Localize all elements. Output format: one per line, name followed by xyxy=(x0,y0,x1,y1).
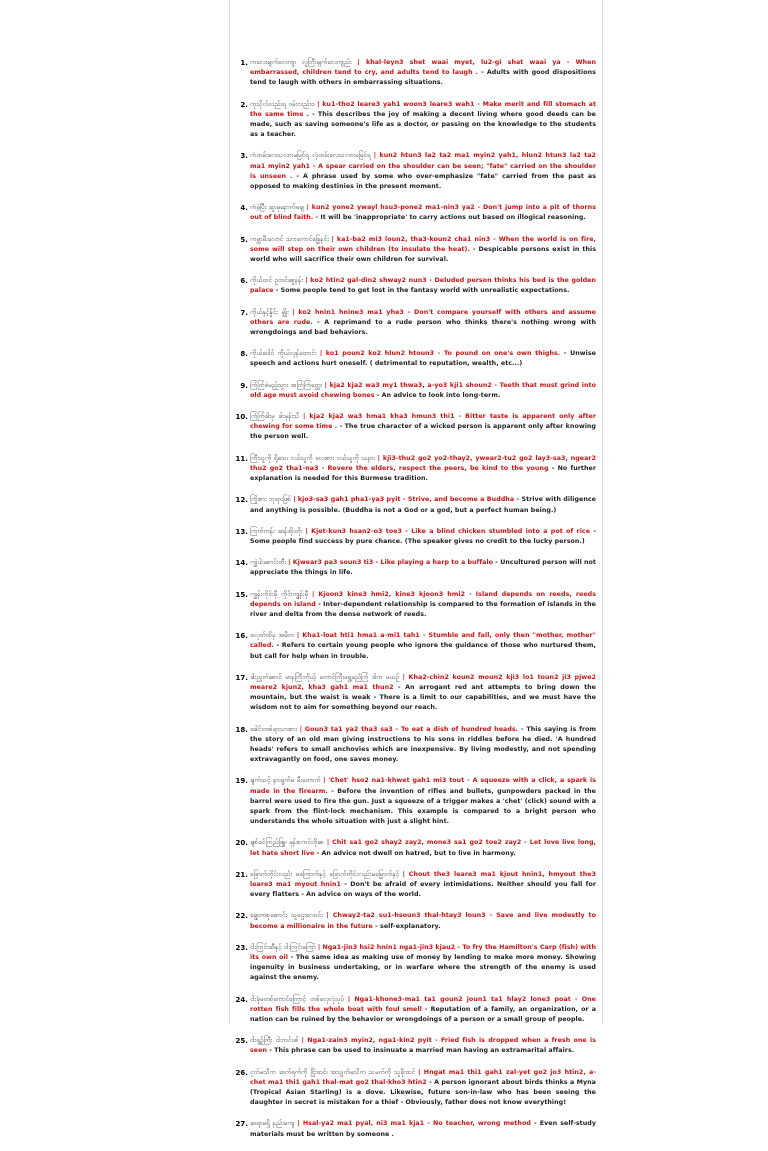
proverb-romanization: | Nga1-jin3 hsi2 hnin1 nga1-jin3 kjau2 - To fry the Hamilton's Carp (fish) with its own oil xyxy=(250,943,596,961)
proverb-item xyxy=(230,235,596,266)
proverb-item xyxy=(230,203,596,223)
proverb-romanization: | Chout the3 leare3 ma1 kjout hnin1, hmyout the3 leare3 ma1 myout hnin1 xyxy=(250,870,596,888)
proverb-item xyxy=(230,943,596,984)
proverb-romanization: | Nga1-khone3-ma1 ta1 goun2 joun1 ta1 hlay2 lone3 poat - One rotten fish fills the whole boat with foul smell xyxy=(250,995,596,1013)
proverb-romanization: | Nga1-zain3 myin2, nga1-kin2 pyit - Fried fish is dropped when a fresh one is seen xyxy=(250,1037,596,1055)
proverb-burmese-text: ကြံကြံခါးမှ ခါးမှန်းသိ xyxy=(250,413,304,421)
proverb-number: 4. xyxy=(240,204,248,213)
proverb-explanation: - A phrase used by some who over-emphasize "fate" carried from the past as opposed to making destinies in the present moment. xyxy=(250,172,596,191)
proverb-item xyxy=(230,381,596,401)
proverb-romanization: | Hsal-ya2 ma1 pyal, ni3 ma1 kja1 - No teacher, wrong method xyxy=(297,1120,531,1128)
proverb-romanization: | khal-leyn3 shet waai myet, lu2-gi shat waai ya - When embarrassed, children tend to cry, and adults tend to laugh . xyxy=(250,59,596,77)
proverb-number: 23. xyxy=(235,943,248,952)
proverb-burmese-text: ခေါင်းတစ်ရာသားစား xyxy=(250,725,300,733)
proverb-explanation: - Unwise speech and actions hurt oneself. ( detrimental to reputation, wealth, etc...) xyxy=(250,350,596,368)
proverb-romanization: | ko1 poun2 ko2 hlun2 htoun3 - To pound on one's own thighs. xyxy=(319,350,561,358)
proverb-explanation: - This saying is from the story of an old man giving instructions to his sons in riddles before he died. 'A hundred heads' refers to small anchovies which are inexpensive. By living modestly, and not spending extravagantly on food, one saves money. xyxy=(250,725,596,764)
proverb-explanation: - Despicable persons exist in this world who will sacrifice their own children for survival. xyxy=(250,245,596,264)
proverb-item xyxy=(230,151,596,192)
proverb-explanation: - No further explanation is needed for this Burmese tradition. xyxy=(250,464,596,483)
proverb-romanization: | kun2 htun3 la2 ta2 ma1 myin2 yah1, hlun2 htun3 la2 ta2 ma1 myin2 yah1 - A spear carried on the shoulder can be seen; "fate" carried on the shoulder is unseen . xyxy=(250,152,596,180)
proverb-romanization: | Goun3 ta1 ya2 tha3 sa3 - To eat a dish of hundred heads. xyxy=(299,725,519,733)
proverb-explanation: - An advice to look into long-term. xyxy=(374,391,501,399)
proverb-burmese-text: ကမ္ဘာမီးလောင် သားကောင်ခြွေနင်း xyxy=(250,235,332,243)
proverb-burmese-text: ချစ်ခင်ကြည်ဖြူ၊ မုန်းစကင်တိုစေ xyxy=(250,839,327,847)
proverb-burmese-text: ခါးညွှတ်စောင် မာနကြီးကိုယ့် တောင်ကြီးရွှေ့မည်ကြံ ဒါက မယဉ် xyxy=(250,673,403,681)
proverb-item xyxy=(230,276,596,296)
proverb-romanization: | ko2 htin2 gal-din2 shway2 nun3 - Deluded person thinks his bed is the golden palace xyxy=(250,277,596,295)
proverb-number: 11. xyxy=(235,454,248,463)
proverb-item xyxy=(230,776,596,827)
proverb-explanation: - Inter-dependent relationship is compared to the formation of islands in the river and delta from the dense network of reeds. xyxy=(250,600,596,618)
proverb-number: 19. xyxy=(235,777,248,786)
proverb-burmese-text: ကုသိုလ်လည်းရ ဝမ်းလည်းဝ xyxy=(250,100,318,108)
proverb-number: 16. xyxy=(235,632,248,641)
proverb-explanation: - This describes the joy of making a decent living where good deeds can be made, such as saving someone's life as a doctor, or passing on the knowledge to the students as a teacher. xyxy=(250,110,596,139)
proverb-item xyxy=(230,590,596,621)
proverb-item xyxy=(230,631,596,662)
proverb-item xyxy=(230,725,596,766)
proverb-burmese-text: ကိုယ်နှင့်နှိုင်း မျှိုး xyxy=(250,308,293,316)
proverb-number: 6. xyxy=(240,277,248,286)
proverb-romanization: | Kjwear3 pa3 soun3 ti3 - Like playing a harp to a buffalo xyxy=(288,559,494,567)
proverb-romanization: | Kha2-chin2 koun2 moun2 kji3 lo1 toun2 ji3 pjwe2 meare2 kjun2, kha3 gah1 ma1 thun2 xyxy=(250,673,596,691)
proverb-burmese-text: ခြောက်တိုင်းလည်း မကြောက်နှင့် ခြောက်တိုင်းလည်းမမြှောက်နှင့် xyxy=(250,870,403,878)
proverb-item xyxy=(230,870,596,901)
proverb-romanization: | Kjoon3 kine3 hmi2, kine3 kjoon3 hmi2 - Island depends on reeds, reeds depends on island xyxy=(250,590,596,608)
proverb-burmese-text: ဆရာမရှိ နည်းမကျ xyxy=(250,1120,298,1128)
proverb-explanation: - It will be 'inappropriate' to carry actions out based on illogical reasoning. xyxy=(313,214,586,222)
proverb-item xyxy=(230,412,596,443)
proverb-number: 22. xyxy=(235,912,248,921)
proverb-explanation: - Refers to certain young people who ignore the guidance of those who nurtured them, but call for help when in trouble. xyxy=(250,642,596,660)
proverb-burmese-text: ချွေတာစုဆောင်း သူဌေးလောင်း xyxy=(250,912,327,920)
proverb-number: 8. xyxy=(240,350,248,359)
proverb-burmese-text: ငါးကြင်းဆီနှင့် ငါးကြင်းကြော် xyxy=(250,943,318,951)
proverb-item xyxy=(230,995,596,1026)
proverb-item xyxy=(230,673,596,714)
proverb-romanization: | kji3-thu2 go2 yo2-thay2, ywear2-tu2 go2 lay3-sa3, ngear2 thu2 go2 tha1-na3 - Revere the elders, respect the peers, be kind to the young xyxy=(250,454,597,472)
proverb-romanization: | Hngat ma1 thi1 gah1 zal-yet go2 jo3 htin2, a-chet ma1 thi1 gah1 thal-mat go2 thal-kho3 htin2 xyxy=(250,1068,596,1086)
proverb-romanization: | Chway2-ta2 su1-hsoun3 thal-htay3 loun3 - Save and live modestly to become a millionaire in the future xyxy=(250,912,596,930)
proverb-explanation: - Even self-study materials must be written by someone . xyxy=(250,1120,596,1138)
proverb-romanization: | kjo3-sa3 gah1 pha1-ya3 pyit - Strive, and become a Buddha xyxy=(293,496,515,504)
proverb-explanation: - The same idea as making use of money by lending to make more money. Showing ingenuity in business undertaking, or in warfare where the strength of the enemy is used against the enemy. xyxy=(250,954,596,982)
proverb-number: 12. xyxy=(235,496,248,505)
proverb-burmese-text: ငါးရှဉ့်ကြီး ငါးကင်ပစ် xyxy=(250,1037,302,1045)
proverb-romanization: | ka1-ba2 mi3 loun2, tha3-koun2 cha1 nin3 - When the world is on fire, some will step on their own children (to insulate the heat). xyxy=(250,235,596,253)
proverb-burmese-text: ကလေးမျက်လေကျ၊ လူကြီးမျက်လေကျည်း xyxy=(250,59,358,66)
proverb-number: 27. xyxy=(235,1120,248,1129)
proverb-burmese-text: ကြက်ကန်း ဆန်အိုးတိုး xyxy=(250,527,306,535)
proverb-item xyxy=(230,1119,596,1139)
proverb-item xyxy=(230,58,596,89)
proverb-burmese-text: ကျွဲပါးစောင်းတီး xyxy=(250,559,289,567)
proverb-number: 13. xyxy=(235,527,248,536)
proverb-explanation: - Adults with good dispositions tend to laugh with others in embarrassing situations. xyxy=(250,69,596,87)
proverb-explanation: - Uncultured person will not appreciate the things in life. xyxy=(250,559,596,577)
proverb-burmese-text: ကံထမ်းလေသလားမမြင်ရ လှံထမ်းလေသလားမမြင်ရ xyxy=(250,152,374,160)
proverb-number: 24. xyxy=(235,995,248,1004)
proverb-explanation: - Some people find success by pure chance. (The speaker gives no credit to the lucky person.) xyxy=(250,527,596,545)
proverb-explanation: - An advice not dwell on hatred, but to live in harmony. xyxy=(314,849,516,857)
proverb-number: 20. xyxy=(235,839,248,848)
proverb-number: 25. xyxy=(235,1037,248,1046)
proverb-number: 10. xyxy=(235,413,248,422)
proverb-item xyxy=(230,100,596,141)
proverb-item xyxy=(230,495,596,515)
proverb-burmese-text: ခလုတ်ထိမှ အမိတ xyxy=(250,632,297,640)
proverb-item xyxy=(230,1036,596,1056)
proverb-number: 3. xyxy=(240,152,248,161)
proverb-number: 18. xyxy=(235,725,248,734)
proverb-item xyxy=(230,1068,596,1109)
proverb-burmese-text: ကျွန်းကိုင်းမှီ ကိုင်းကျွန်းမှီ xyxy=(250,590,312,598)
proverb-item xyxy=(230,454,596,485)
proverb-burmese-text: ကိုယ်ပေါင် ကိုယ်လှန်ထောင်း xyxy=(250,350,320,358)
proverb-romanization: | Chit sa1 go2 shay2 zay2, mone3 sa1 go2 toe2 zay2 - Let love live long, let hate short live xyxy=(250,839,596,857)
proverb-romanization: | 'Chet' hso2 na1-khwet gah1 mi3 tout - A squeeze with a click, a spark is made in the firearm. xyxy=(250,777,597,795)
proverb-number: 17. xyxy=(235,673,248,682)
proverb-item xyxy=(230,349,596,369)
proverb-number: 14. xyxy=(235,559,248,568)
proverb-explanation: - Don't be afraid of every intimidations. Neither should you fall for every flatters - An advice on ways of the world. xyxy=(250,880,597,899)
proverb-explanation: - Before the invention of rifles and bullets, gunpowders packed in the barrel were used to fire the gun. Just a squeeze of a trigger makes a 'chet' (click) sound with a spark from the flint-lock mechanism. This example is compared to a bright person who understands the whole situation with just a slight hint. xyxy=(250,787,596,826)
proverb-romanization: | kja2 kja2 wa3 hma1 kha3 hmun3 thi1 - Bitter taste is apparent only after chewing for some time . xyxy=(250,413,597,431)
proverb-burmese-text: ကံမဲ့ပြီး ဆူးမှနောက်မချ xyxy=(250,204,307,212)
proverb-number: 15. xyxy=(235,590,248,599)
proverb-number: 26. xyxy=(235,1068,248,1077)
proverb-item xyxy=(230,911,596,931)
proverb-number: 5. xyxy=(240,235,248,244)
proverb-explanation: - Reputation of a family, an organization, or a nation can be ruined by the behavior or wrongdoings of a person or a small group of people. xyxy=(250,1005,596,1024)
proverb-burmese-text: ကိုယ်ထင် ဥတင်စွေနန်း xyxy=(250,277,306,285)
proverb-explanation: - An arrogant red ant attempts to bring down the mountain, but the waist is weak - There is a limit to our capabilities, and we must have the wisdom not to aim for something beyond our reach. xyxy=(250,683,596,712)
proverb-explanation: - The true character of a wicked person is apparent only after knowing the person well. xyxy=(250,423,596,441)
proverb-number: 7. xyxy=(240,308,248,317)
proverb-burmese-text: ကြိုးစား ဘုရားဖြစ် xyxy=(250,496,294,504)
proverb-number: 1. xyxy=(240,59,248,67)
proverb-number: 21. xyxy=(235,870,248,879)
proverb-explanation: - A reprimand to a rude person who thinks there's nothing wrong with wrongdoings and bad behaviors. xyxy=(250,318,597,337)
proverb-romanization: | kja2 kja2 wa3 my1 thwa3, a-yo3 kji1 shoun2 - Teeth that must grind into old age must avoid chewing bones xyxy=(250,381,596,399)
proverb-explanation: - A person ignorant about birds thinks a Myna (Tropical Asian Starling) is a dove. Likewise, future son-in-law who has been seeing the daughter in secret is mistaken for a thief - Obviously, father does not know everything! xyxy=(250,1078,596,1107)
proverb-burmese-text: ငှက်မသိက ဆက်ရက်ကို ငြိုးထင်၊ အသျှက်မသိက သမက်ကို သူခိုးထင် xyxy=(250,1068,419,1076)
document-sheet xyxy=(229,0,603,1138)
proverb-item xyxy=(230,308,596,339)
proverb-romanization: | ko2 hnin1 hnine3 ma1 yhe3 - Don't compare yourself with others and assume others are rude. xyxy=(250,308,596,326)
proverb-romanization: | Kha1-loat hti1 hma1 a-mi1 tah1 - Stumble and fall, only then "mother, mother" called. xyxy=(250,632,596,650)
proverb-burmese-text: ချက်သင့် နားရွက်မ မီးတောက် xyxy=(250,777,324,785)
proverb-explanation: - self-explanatory. xyxy=(372,922,441,930)
proverb-romanization: | Kjet-kun3 hsan2-o3 toe3 - Like a blind chicken stumbled into a pot of rice xyxy=(305,527,591,535)
proverb-number: 2. xyxy=(240,100,248,109)
proverb-burmese-text: ငါးခုံမတစ်ကောင်ကြောင့် တစ်လှေလုံးပုပ် xyxy=(250,995,348,1003)
proverb-item xyxy=(230,527,596,547)
proverb-romanization: | ku1-tho2 leare3 yah1 woon3 leare3 wah1 - Make merit and fill stomach at the same time . xyxy=(250,100,597,118)
proverb-list xyxy=(230,58,596,1151)
proverb-item xyxy=(230,558,596,578)
proverb-burmese-text: ကြီးသူကို ရိုသေ၊ ငယ်သူကို လေးစား ငယ်သူကို သနား xyxy=(250,454,378,462)
proverb-burmese-text: ကြံကြံခဲမည့်သွား အကြံကြံတ္တေး xyxy=(250,381,325,389)
proverb-number: 9. xyxy=(240,381,248,390)
proverb-item xyxy=(230,838,596,858)
proverb-explanation: - Strive with diligence and anything is possible. (Buddha is not a God or a god, but a perfect human being.) xyxy=(250,496,597,514)
proverb-explanation: - Some people tend to get lost in the fantasy world with unrealistic expectations. xyxy=(273,287,570,295)
proverb-explanation: - This phrase can be used to insinuate a married man having an extramarital affairs. xyxy=(266,1047,575,1055)
proverb-romanization: | kun2 yone2 ywayl hsu3-pone2 ma1-nin3 ya2 - Don't jump into a pit of thorns out of blind faith. xyxy=(250,204,596,222)
